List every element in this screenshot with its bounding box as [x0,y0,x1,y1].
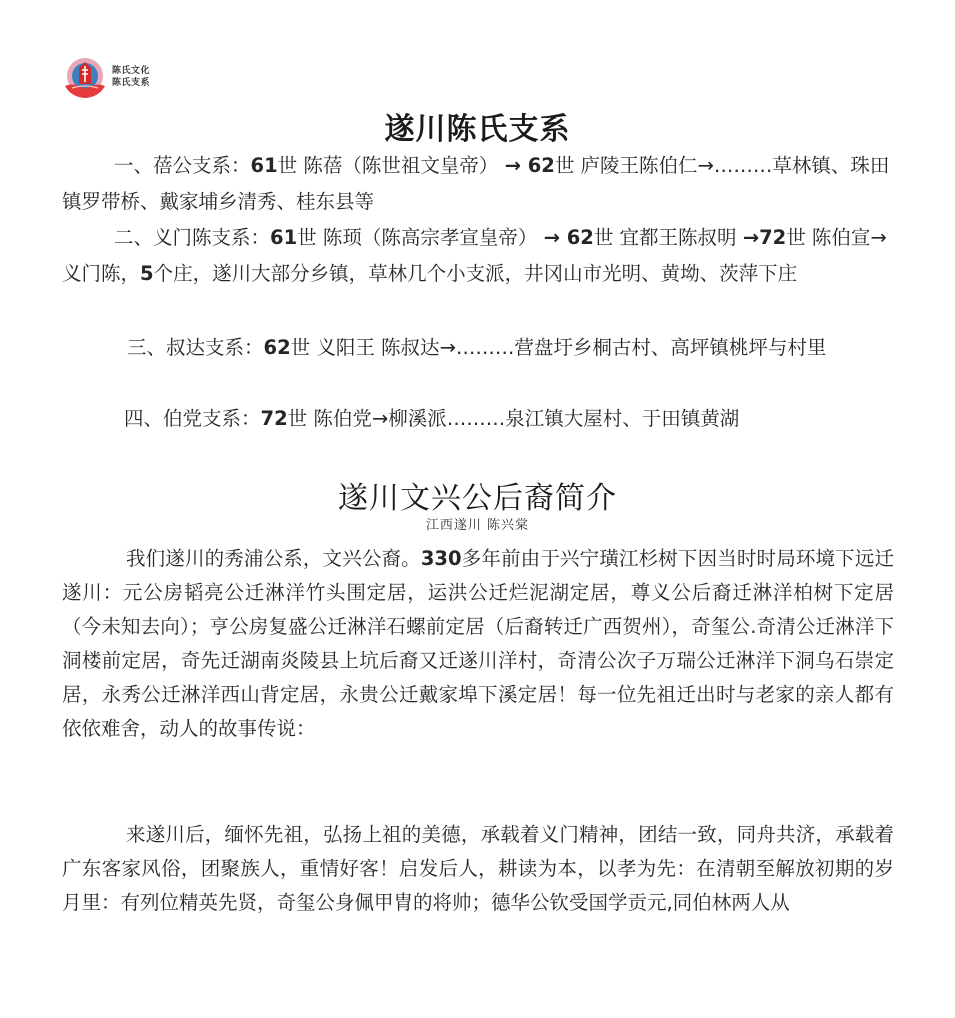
section-4-part-a: 四、伯党支系： [124,407,261,430]
section-3 [62,330,892,366]
article-paragraph-2: 来遂川后，缅怀先祖，弘扬上祖的美德，承载着义门精神，团结一致，同舟共济，承载着广东客家风俗，团聚族人，重情好客！启发后人，耕读为本，以孝为先：在清朝至解放初期的岁月里：有列位精英先贤，奇玺公身佩甲胄的将帅；德华公钦受国学贡元,同伯林两人从 [62,823,894,914]
paragraph-1-part-a: 我们遂川的秀浦公系，文兴公裔。 [126,547,421,570]
article-title: 遂川文兴公后裔简介 [338,481,617,516]
section-4-part-c: 世 陈伯党→柳溪派………泉江镇大屋村、于田镇黄湖 [287,407,740,430]
section-1 [62,148,892,220]
logo-text [112,65,150,89]
section-2-gen-62: → 62 [543,226,594,249]
section-3-part-c: 世 义阳王 陈叔达→………营盘圩乡桐古村、高坪镇桃坪与村里 [290,336,827,359]
lotus-logo-icon [62,56,108,100]
section-4-gen-72: 72 [260,407,288,430]
page-title: 遂川陈氏支系 [384,112,571,147]
section-2-part-c: 世 陈顼（陈高宗孝宣皇帝） [297,226,538,249]
section-1-part-a: 一、蓓公支系： [114,154,251,177]
logo-line-2: 陈氏支系 [112,78,151,88]
article-paragraph-1 [62,542,894,746]
section-4 [62,401,892,437]
section-1-part-e: 世 庐陵王陈伯仁→………草林镇、珠田镇罗带桥、戴家埔乡清秀、桂东县等 [62,154,890,213]
logo-line-1: 陈氏文化 [112,66,151,76]
section-2-part-a: 二、义门陈支系： [114,226,271,249]
section-2-count: 5 [140,262,154,285]
section-2-gen-61: 61 [270,226,298,249]
section-2 [62,220,892,292]
paragraph-1-part-b: 多年前由于兴宁璜江杉树下因当时时局环境下远迁遂川：元公房韬亮公迁淋洋竹头围定居，运洪公迁烂泥湖定居，尊义公后裔迁淋洋柏树下定居（今未知去向）；亨公房复盛公迁淋洋石螺前定居（后裔转迁广西贺州），奇玺公.奇清公迁淋洋下洞楼前定居，奇先迁湖南炎陵县上坑后裔又迁遂川洋村，奇清公次子万瑞公迁淋洋下洞乌石崇定居，永秀公迁淋洋西山背定居，永贵公迁戴家埠下溪定居！每一位先祖迁出时与老家的亲人都有依依难舍，动人的故事传说： [62,547,894,740]
section-1-gen-62: → 62 [504,154,555,177]
section-3-gen-62: 62 [263,336,291,359]
section-2-gen-72: →72 [742,226,787,249]
paragraph-1-years: 330 [420,547,462,570]
section-1-part-c: 世 陈蓓（陈世祖文皇帝） [277,154,499,177]
section-3-part-a: 三、叔达支系： [127,336,264,359]
section-2-part-g: 世 陈伯宣→义门陈， [62,226,887,285]
section-2-part-e: 世 宜都王陈叔明 [593,226,737,249]
logo [62,56,182,100]
article-author: 江西遂川 陈兴棠 [425,518,530,533]
section-2-part-i: 个庄，遂川大部分乡镇，草林几个小支派，井冈山市光明、黄坳、茨萍下庄 [153,262,798,285]
section-1-gen-61: 61 [250,154,278,177]
